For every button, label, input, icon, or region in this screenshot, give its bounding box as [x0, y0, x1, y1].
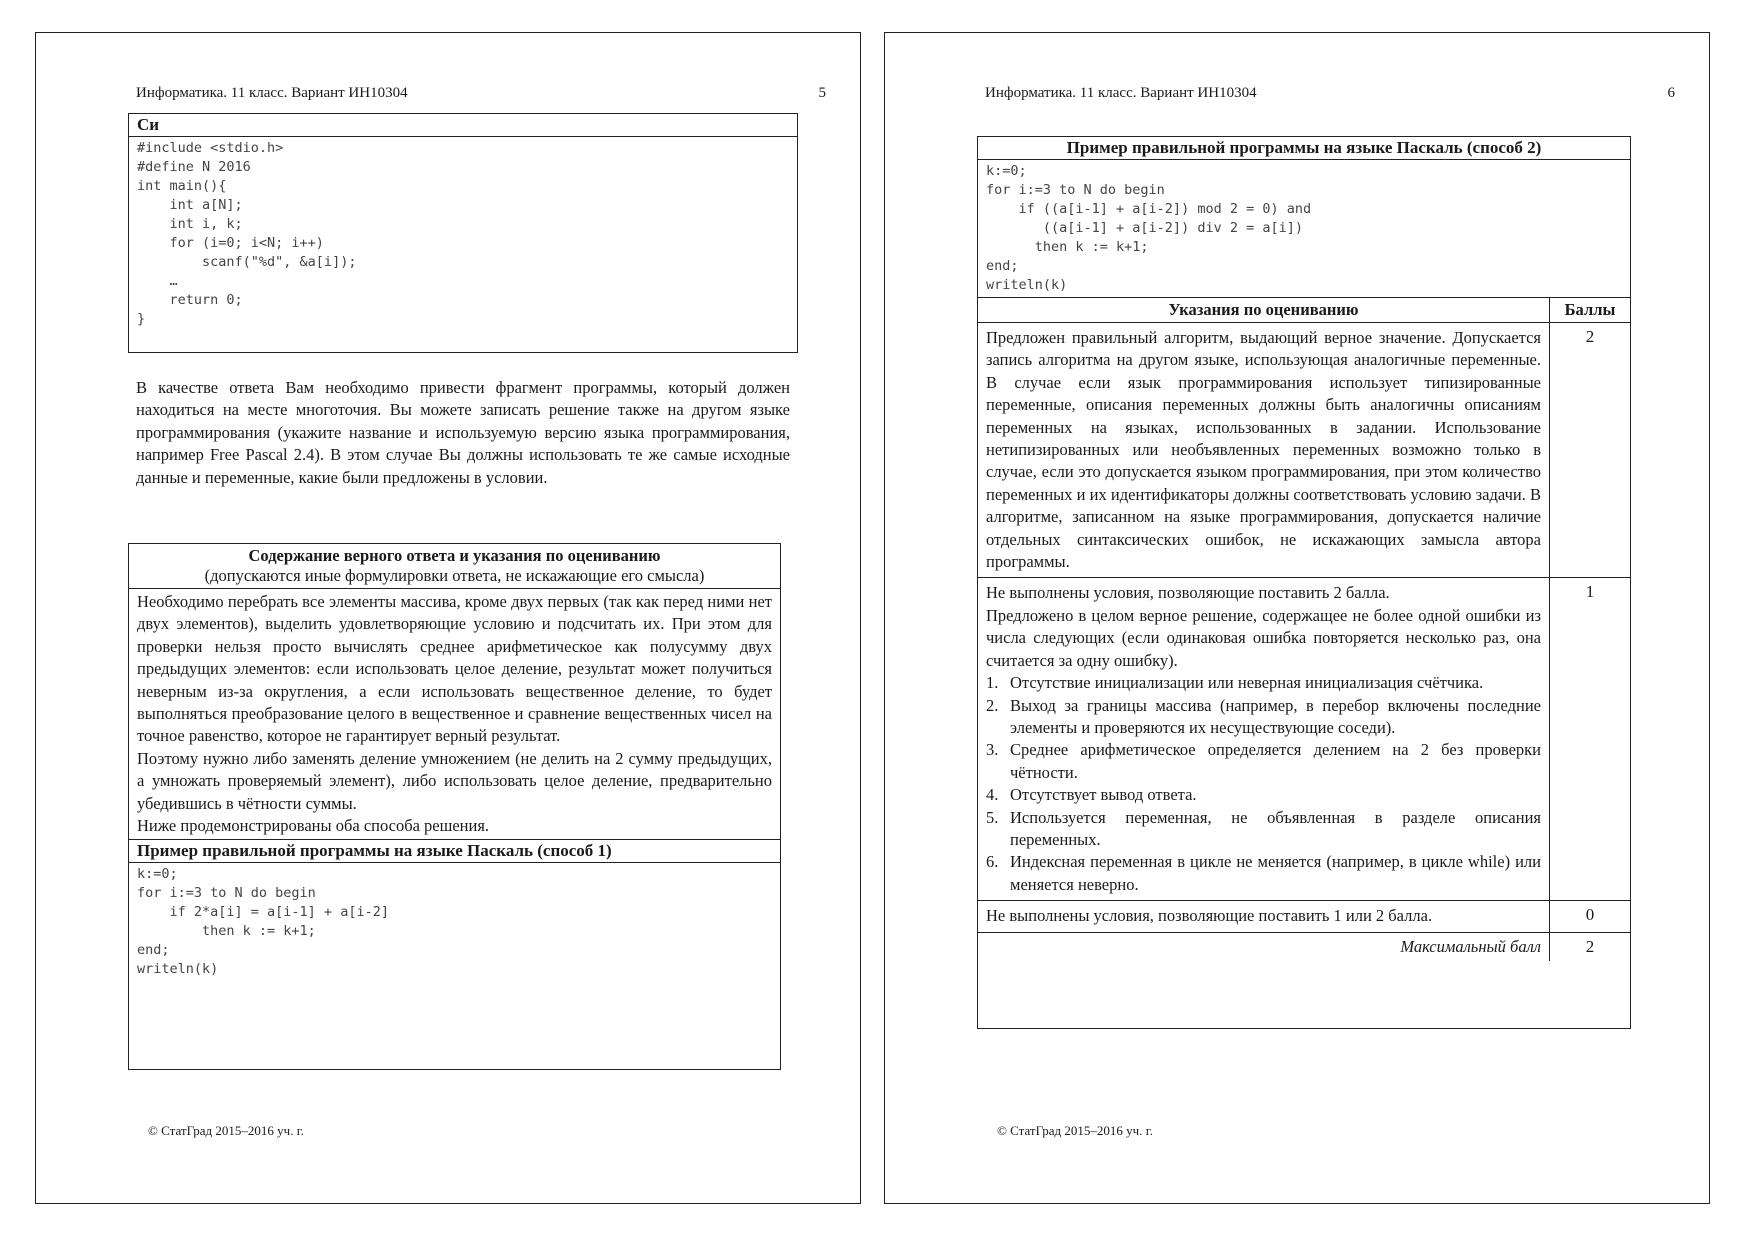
page-header	[985, 85, 1675, 102]
list-item: 6. Индексная переменная в цикле не меняется (например, в цикле while) или меняется неверно.	[986, 852, 1541, 894]
criteria-body	[129, 589, 780, 839]
row-1-text: Предложен правильный алгоритм, выдающий верное значение. Допускается запись алгоритма на другом языке, использующая аналогичные переменные. В случае если язык программирования использует типизированные переменные, описания переменных должны быть аналогичны описаниям переменных на языках, использованных в задании. Использование нетипизированных или необъявленных переменных возможно только в случае, если это допускается языком программирования, при этом количество переменных и их идентификаторы должны соответствовать условию задачи. В алгоритме, записанном на языке программирования, допускается наличие отдельных синтаксических ошибок, не искажающих замысла автора программы.	[978, 323, 1550, 577]
list-item: 3. Среднее арифметическое определяется делением на 2 без проверки чётности.	[986, 740, 1541, 782]
table-row	[978, 900, 1630, 931]
row-2-points: 1	[1585, 582, 1595, 602]
page-header	[136, 85, 826, 102]
criteria-subtitle: (допускаются иные формулировки ответа, не искажающие его смысла)	[204, 566, 705, 585]
pascal-1-title: Пример правильной программы на языке Паскаль (способ 1)	[129, 839, 780, 863]
page-footer: © СтатГрад 2015–2016 уч. г.	[148, 1123, 304, 1138]
criteria-para-1: Необходимо перебрать все элементы массива, кроме двух первых (так как перед ними нет двух элементов), выделить удовлетворяющие условию и подсчитать их. При этом для проверки нельзя просто вычислять среднее арифметическое как полусумму двух предыдущих элементов: если использовать целое деление, результат может получиться неверным из-за округления, а если использовать вещественное деление, то будет выполняться преобразование целого в вещественное и сравнение вещественных чисел на точное равенство, которое не гарантирует верный результат.	[137, 592, 772, 746]
table-row	[978, 322, 1630, 577]
col-criteria: Указания по оцениванию	[978, 298, 1550, 322]
criteria-header	[129, 544, 780, 589]
header-title: Информатика. 11 класс. Вариант ИН10304	[136, 85, 408, 101]
page-6	[884, 32, 1710, 1204]
list-item: 1. Отсутствие инициализации или неверная инициализация счётчика.	[986, 673, 1484, 693]
grading-box	[977, 136, 1631, 1029]
page-5	[35, 32, 861, 1204]
criteria-box	[128, 543, 781, 1070]
row-1-points: 2	[1585, 327, 1595, 346]
criteria-para-2: Поэтому нужно либо заменять деление умножением (не делить на 2 сумму предыдущих, а умножать проверяемый элемент), либо использовать целое деление, предварительно убедившись в чётности суммы.	[137, 748, 772, 813]
criteria-para-3: Ниже продемонстрированы оба способа решения.	[137, 816, 490, 836]
page-number: 6	[1667, 85, 1675, 101]
row-3-text: Не выполнены условия, позволяющие поставить 1 или 2 балла.	[978, 901, 1550, 931]
table-header-row	[978, 297, 1630, 322]
row-2-content	[978, 578, 1550, 900]
list-item: 4. Отсутствует вывод ответа.	[986, 785, 1197, 805]
pascal-2-title: Пример правильной программы на языке Паскаль (способ 2)	[978, 137, 1630, 160]
max-score-row	[978, 932, 1630, 961]
row-2-line-1: Не выполнены условия, позволяющие поставить 2 балла.	[986, 583, 1390, 603]
c-code-box	[128, 113, 798, 353]
col-points: Баллы	[1564, 300, 1616, 319]
list-item: 5. Используется переменная, не объявленная в разделе описания переменных.	[986, 807, 1541, 849]
page-number: 5	[818, 85, 826, 101]
error-list	[986, 672, 1541, 896]
pascal-1-code: k:=0; for i:=3 to N do begin if 2*a[i] = a[i-1] + a[i-2] then k := k+1; end; writeln(k)	[137, 866, 389, 978]
page-footer: © СтатГрад 2015–2016 уч. г.	[997, 1123, 1153, 1138]
row-2-line-2: Предложено в целом верное решение, содержащее не более одной ошибки из числа следующих (если одинаковая ошибка повторяется несколько раз, она считается за одну ошибку).	[986, 605, 1541, 670]
max-score-value: 2	[1585, 936, 1595, 956]
list-item: 2. Выход за границы массива (например, в перебор включены последние элементы и проверяются их несуществующие соседи).	[986, 695, 1541, 737]
header-title: Информатика. 11 класс. Вариант ИН10304	[985, 85, 1257, 101]
c-code-title: Си	[129, 114, 797, 137]
max-score-label: Максимальный балл	[978, 933, 1550, 961]
c-code: #include <stdio.h> #define N 2016 int main(){ int a[N]; int i, k; for (i=0; i<N; i++) scanf("%d", &a[i]); … return 0; }	[137, 140, 357, 327]
table-row	[978, 577, 1630, 900]
pascal-2-code: k:=0; for i:=3 to N do begin if ((a[i-1] + a[i-2]) mod 2 = 0) and ((a[i-1] + a[i-2]) div 2 = a[i]) then k := k+1; end; writeln(k)	[986, 163, 1312, 293]
row-3-points: 0	[1585, 905, 1595, 925]
criteria-title: Содержание верного ответа и указания по оцениванию	[248, 546, 661, 565]
answer-instructions: В качестве ответа Вам необходимо привести фрагмент программы, который должен находиться на месте многоточия. Вы можете записать решение также на другом языке программирования (укажите название и используемую версию языка программирования, например Free Pascal 2.4). В этом случае Вы должны использовать те же самые исходные данные и переменные, какие были предложены в условии.	[136, 378, 790, 487]
